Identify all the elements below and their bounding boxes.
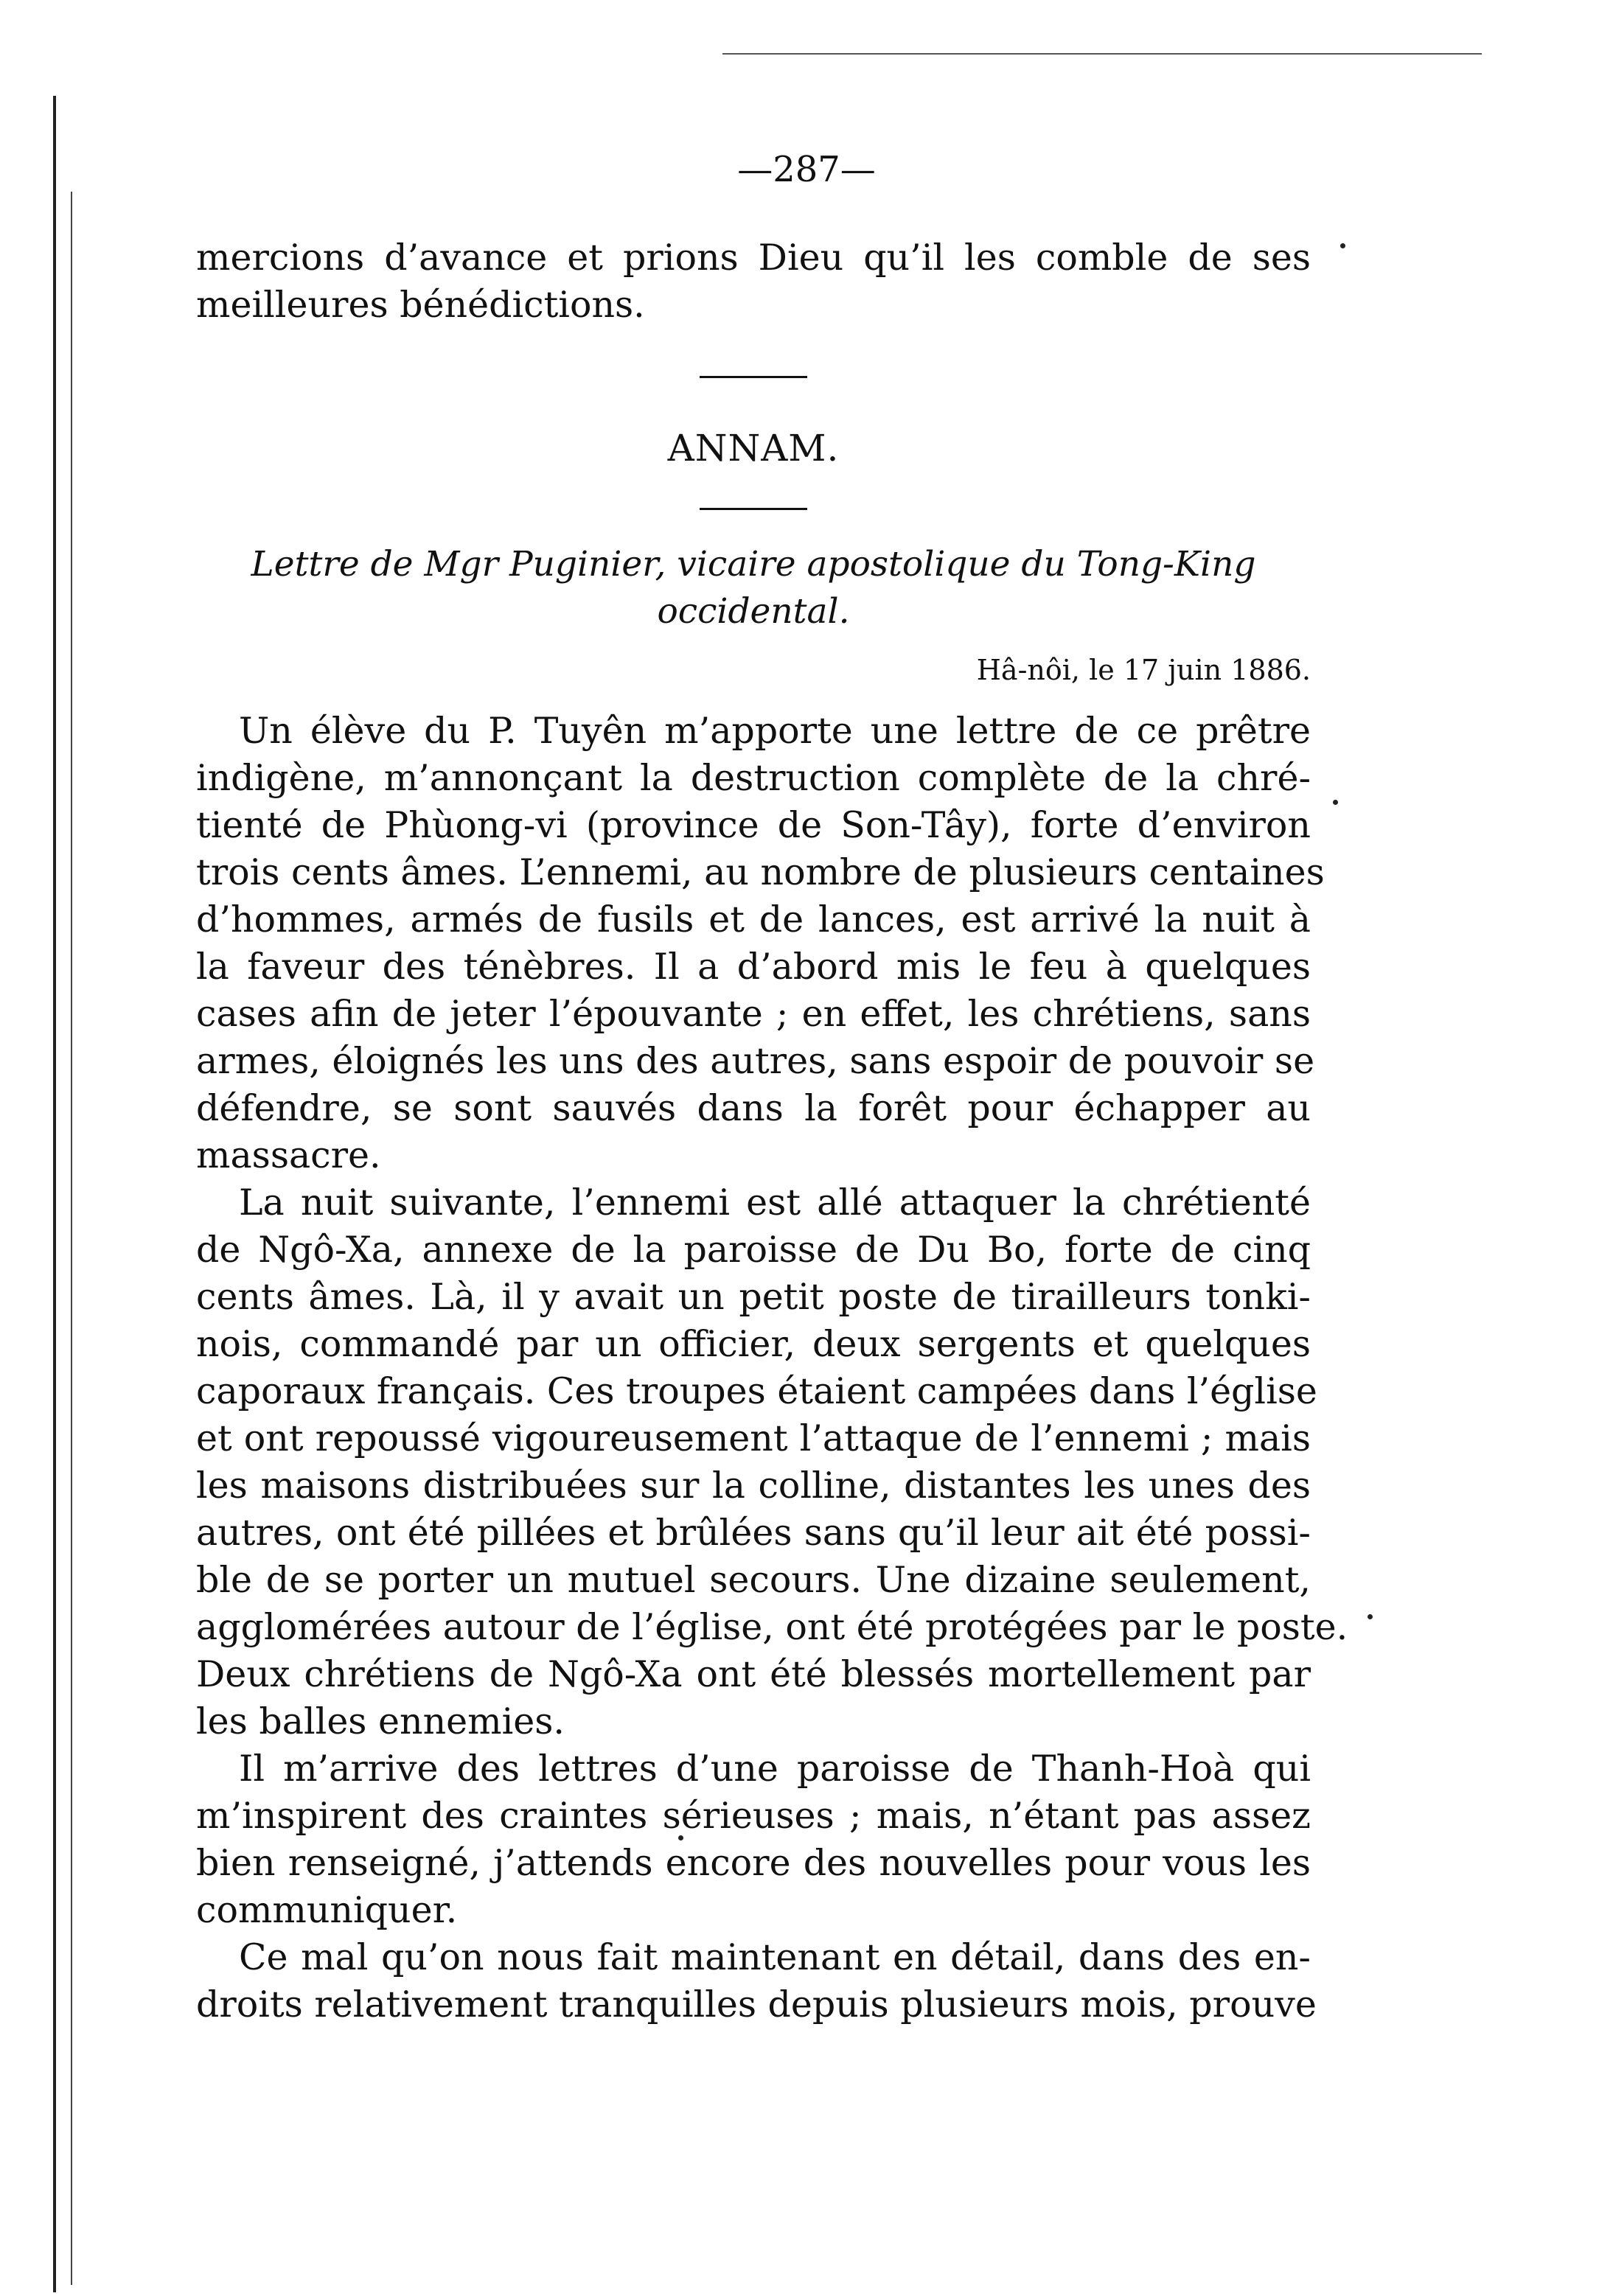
body-line: armes, éloignés les uns des autres, sans espoir de pouvoir se xyxy=(196,1040,1315,1082)
body-line: meilleures bénédictions. xyxy=(196,284,645,326)
binding-edge-line-inner xyxy=(71,192,72,2285)
body-line: les maisons distribuées sur la colline, distantes les unes des xyxy=(196,1465,1311,1507)
body-line: ble de se porter un mutuel secours. Une dizaine seulement, xyxy=(196,1559,1311,1601)
paragraph xyxy=(196,1745,1311,1934)
body-line: Un élève du P. Tuyên m’apporte une lettre de ce prêtre xyxy=(239,710,1311,752)
letter-title-line: Lettre de Mgr Puginier, vicaire apostolique du Tong-King xyxy=(251,544,1256,585)
body-line: La nuit suivante, l’ennemi est allé attaquer la chrétienté xyxy=(239,1182,1311,1224)
body-line: bien renseigné, j’attends encore des nouvelles pour vous les xyxy=(196,1842,1311,1884)
page-number: —287— xyxy=(737,149,876,190)
paragraph xyxy=(196,1934,1317,2028)
body-line: indigène, m’annonçant la destruction complète de la chré- xyxy=(196,757,1311,799)
section-separator xyxy=(700,376,807,378)
body-line: cases afin de jeter l’épouvante ; en effet, les chrétiens, sans xyxy=(196,993,1311,1035)
section-heading: ANNAM. xyxy=(667,427,840,470)
scan-speck xyxy=(1340,243,1345,248)
binding-edge-line xyxy=(53,96,56,2292)
body-line: mercions d’avance et prions Dieu qu’il les comble de ses xyxy=(196,237,1311,279)
body-line: les balles ennemies. xyxy=(196,1700,565,1742)
body-line: cents âmes. Là, il y avait un petit poste de tirailleurs tonki- xyxy=(196,1276,1311,1318)
body-line: Ce mal qu’on nous fait maintenant en détail, dans des en- xyxy=(239,1936,1311,1978)
body-line: Deux chrétiens de Ngô-Xa ont été blessés mortellement par xyxy=(196,1653,1311,1695)
section-separator xyxy=(700,508,807,510)
scan-speck xyxy=(1333,800,1338,805)
body-line: massacre. xyxy=(196,1134,381,1176)
top-scan-rule xyxy=(722,53,1482,55)
body-line: de Ngô-Xa, annexe de la paroisse de Du Bo, forte de cinq xyxy=(196,1229,1311,1271)
dateline: Hâ-nôi, le 17 juin 1886. xyxy=(976,654,1311,686)
paragraph xyxy=(196,1179,1348,1745)
body-line: agglomérées autour de l’église, ont été protégées par le poste. xyxy=(196,1606,1348,1648)
page-content xyxy=(196,234,1348,2028)
body-line: la faveur des ténèbres. Il a d’abord mis le feu à quelques xyxy=(196,946,1311,988)
body-line: droits relativement tranquilles depuis plusieurs mois, prouve xyxy=(196,1983,1317,2025)
body-line: tienté de Phùong-vi (province de Son-Tây), forte d’environ xyxy=(196,804,1311,846)
body-line: défendre, se sont sauvés dans la forêt pour échapper au xyxy=(196,1087,1311,1129)
body-line: trois cents âmes. L’ennemi, au nombre de plusieurs centaines xyxy=(196,851,1325,893)
body-line: communiquer. xyxy=(196,1889,458,1931)
body-line: Il m’arrive des lettres d’une paroisse de Thanh-Hoà qui xyxy=(239,1748,1311,1790)
letter-title-line: occidental. xyxy=(657,591,850,632)
letter-title xyxy=(196,541,1311,635)
scan-speck xyxy=(1368,1614,1373,1619)
body-line: d’hommes, armés de fusils et de lances, est arrivé la nuit à xyxy=(196,898,1311,941)
body-line: et ont repoussé vigoureusement l’attaque de l’ennemi ; mais xyxy=(196,1417,1311,1459)
body-line: autres, ont été pillées et brûlées sans qu’il leur ait été possi- xyxy=(196,1512,1311,1554)
body-line: nois, commandé par un officier, deux sergents et quelques xyxy=(196,1323,1311,1365)
body-line: m’inspirent des craintes sérieuses ; mais, n’étant pas assez xyxy=(196,1795,1311,1837)
body-line: caporaux français. Ces troupes étaient campées dans l’église xyxy=(196,1370,1317,1412)
paragraph xyxy=(196,708,1325,1179)
